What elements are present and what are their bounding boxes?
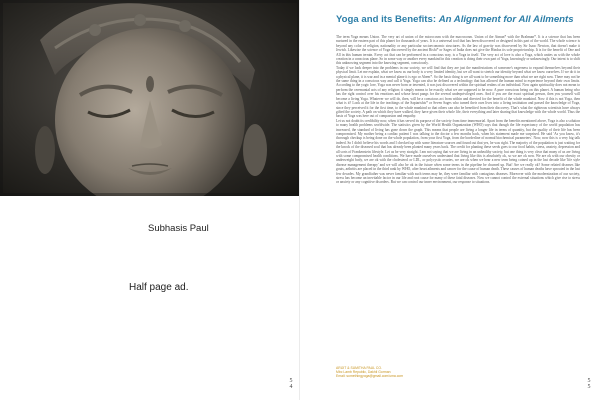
page-number-digit: 4: [289, 384, 293, 390]
page-number-digit: 5: [587, 384, 591, 390]
title-italic: An Alignment for All Ailments: [438, 14, 574, 25]
sculpture-face-image: [0, 0, 300, 196]
article: [336, 14, 580, 353]
article-paragraph: The term Yoga means Union. The very art of union of the microcosm with the macrocosm. Union of the Atman* with the Brahman*. It is a science that has been nurtured in the eastern part of this planet for thousands of years. It is a universal tool that has been discovered or designed in this part of the world. The whole science is beyond any color of religion, nationality or any particular socioeconomic structures. As the law of gravity was discovered by Sir Isaac Newton, that doesn't make it Jewish. Likewise the science of Yoga discovered by the ancient Rishi* or Sages of India does not give the Hindus its sole proprietorship. It is for the benefit of One and All in this human terrain. Every act that can be performed in a conscious way, is a Yoga in itself. The very act of love is also a Yoga, which unites us with the whole creation in a conscious plane. So in some way or another every mankind in this creation is doing their own part of Yoga, knowingly or unknowingly. Our intent is to shift this unknowing segment into the knowing segment, consciously.: [336, 35, 580, 66]
footnote-line: Mbc Lamb Republic, Dakhil Gorman: [336, 370, 391, 375]
right-page-number: [584, 378, 594, 390]
left-page-number: [286, 378, 296, 390]
article-title: [336, 14, 580, 25]
footnote-line: ARIJIT & SUMITHA PAUL CO.: [336, 366, 382, 370]
article-paragraph: Let us not doubt its credibility now, when it has served its purpose of the society from time immemorial. Apart from the benefits mentioned above, Yoga is also a solution to many health problems worldwide. The statistics given by the World Health Organization (WHO) says that though the life expectancy of the world population has increased, the standard of living has gone down the graph. This means that people are living a longer life in terms of quantity, but the quality of their life has been compromised. My mother being a cardiac patient I was talking to the doctor a few months back, when his statement made me surprised. He said 'As you know, it's thorough checkup is being done on the whole population, from your first Yoga, from the borderline of normal biochemical parameters'. Now, now this is a very big talk indeed. So I didn't believe his words and I checked up with some literature sources and found out that yes, he was right. The majority of the population is just waiting for the knock of the diseased soul that has already been planted many years back. The credit for planting these seeds goes to our food habits, stress, anxiety, depression and all sorts of Frankenstein lifestyle. Let us be very straight. I am not saying that we are living in an unhealthy society, but one thing is very clear that many of us are living with some compromised health conditions. We have made ourselves understand that living like this is absolutely ok, so we are ok now. We are ok with our obesity or underweight body, we are ok with the cholesterol or LDL, or polycystic ovaries, we are ok when we hear a new term being coined up in the last decade like 'life style disease management therapy' and we will also be ok in the future when some terms in the pipeline be churned up. But! Are we really ok? Some related diseases like gouts, arthritis are placed in the third rank by WHO, after heart ailments and cancer for the cause of human death. These causes of human deaths have sprouted in the last few decades. My grandfather was never familiar with such terms may be, they were familiar with contagious diseases. Moreover with the modernization of our society, stress has become an inevitable factor in our life and root cause for many of these fatal diseases. Now we cannot control the external situations which give rise to stress or anxiety or any cognitive disorders. But we can control our inner environment, our response to situations.: [336, 118, 580, 185]
footnote-line: Email: somethingyoga@gmail.com/uma.com: [336, 374, 404, 379]
author-footnote: [336, 366, 466, 379]
deity-sculpture-photo: [0, 0, 300, 196]
article-body: [336, 35, 580, 353]
title-plain: Yoga and its Benefits:: [336, 14, 439, 25]
half-page-ad-placeholder: Half page ad.: [129, 282, 189, 293]
page-number-digit: 5: [289, 378, 293, 384]
page-number-digit: 5: [587, 378, 591, 384]
article-paragraph: Today if we look deeper into the problems in our society, we will find that they are just the manifestations of someone's eagerness to expand themselves beyond their physical limit. Let me explain, what we know as our body is a very limited identity, but we all want to stretch our identity beyond what we know ourselves. If we do it in a physical plane, it is war and in a mental plane it is ego or Ahem*. So the basic thing is we all want to be something more than what we are right now. There may not be the same thing in a conscious way and call it Yoga. Yoga can also be defined as a technology that has allowed the human mind to experience beyond their own limits. According to the yogic lore, Yoga was never born or invented, it was just discovered within the spiritual realms of an individual. Now again spirituality does not mean to perform the ceremonial acts of any religion; it simply means to be exactly what we are supposed to be now. A pure conscious being on this planet. A human being who has the right control over his emotions and whose heart pangs for the several underprivileged ones. And if you are the exact spiritual person, then you yourself will become a living Yoga. Whatever we will do, then, will be a conscious act from within and directed for the benefit of the whole mankind. Now if this is not Yoga, then what is it? Look at the life in the teachings of the Saptarishis* or Seven Sages who turned their own lives into a living institution and passed the knowledge of Yoga, since they perceived it for the first time, to the whole mankind so that others can also be benefited from their discovery. That's what the righteous scientists have always gifted the society. A path on which they have walked, they have given their whole life, their everything and later sharing that knowledge with the whole world. Thus the basis of Yoga was here out of compassion and empathy.: [336, 65, 580, 119]
photo-credit-name: Subhasis Paul: [148, 223, 209, 234]
